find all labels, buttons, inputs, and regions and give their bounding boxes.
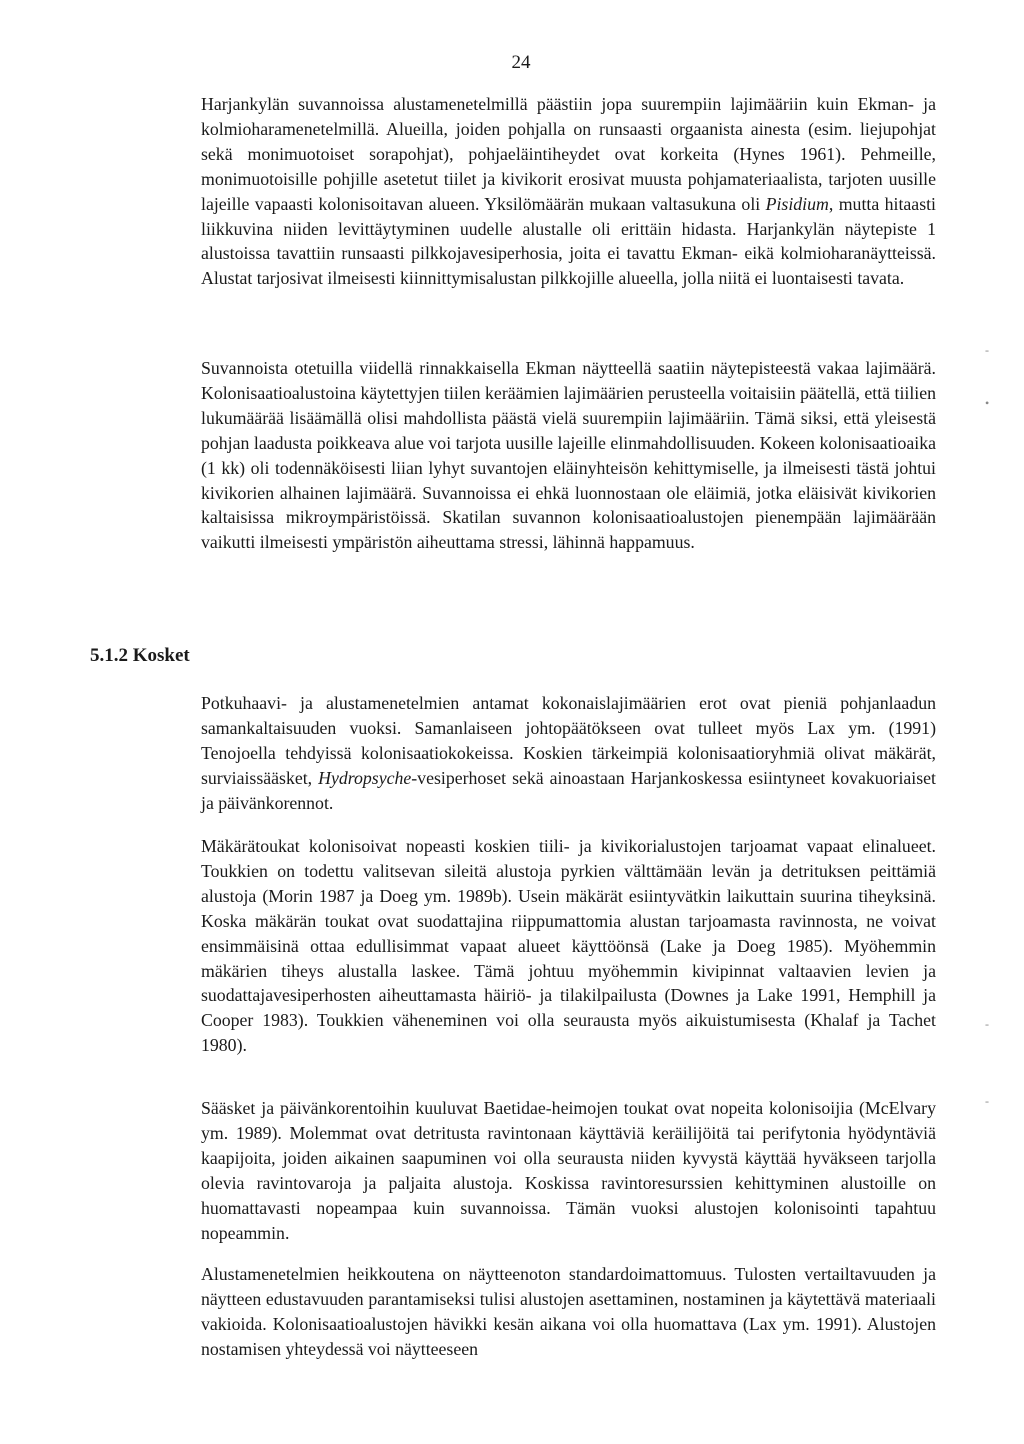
paragraph-4 <box>201 834 936 1058</box>
paragraph-4-text: Mäkärätoukat kolonisoivat nopeasti koskien tiili- ja kivikorialustojen tarjoamat vapaat elinalueet. Toukkien on todettu valitsevan sileitä alustoja pyrkien välttämään levän ja detrituksen peittämiä alustoja (Morin 1987 ja Doeg ym. 1989b). Usein mäkärät esiintyvätkin laikuttain suurina tiheyksinä. Koska mäkärän toukat ovat suodattajina riippumattomia alustan tarjoamasta ravinnosta, ne voivat ensimmäisinä ottaa edullisimmat vapaat alueet käyttöönsä (Lake ja Doeg 1985). Myöhemmin mäkärien tiheys alustalla laskee. Tämä johtuu myöhemmin kivipinnat valtaavien levien ja suodattajavesiperhosten aiheuttamasta häiriö- ja tilakilpailusta (Downes ja Lake 1991, Hemphill ja Cooper 1983). Toukkien väheneminen voi olla seurausta myös aikuistumisesta (Khalaf ja Tachet 1980). <box>201 836 936 1056</box>
paragraph-3-text-b: -vesiperhoset sekä ainoastaan Harjankoskessa esiintyneet kovakuoriaiset ja päivänkorennot. <box>201 767 936 813</box>
paragraph-5-text: Sääsket ja päivänkorentoihin kuuluvat Baetidae-heimojen toukat ovat nopeita kolonisoijia (McElvary ym. 1989). Molemmat ovat detritusta ravintonaan käyttäviä keräilijöitä tai perifytonia hyödyntäviä kaapijoita, joiden aikainen saapuminen voi olla seurausta niiden kyvystä käyttää hyväkseen tarjolla olevia ravintovaroja ja paljaita alustoja. Koskissa ravintoresurssien kehittyminen alustoille on huomattavasti nopeampaa kuin suvannoissa. Tämän vuoksi alustojen kolonisointi tapahtuu nopeammin. <box>201 1098 936 1243</box>
paragraph-2 <box>201 356 936 555</box>
paragraph-2-text: Suvannoista otetuilla viidellä rinnakkaisella Ekman näytteellä saatiin näytepisteestä vakaa lajimäärä. Kolonisaatioalustoina käytettyjen tiilen keräämien lajimäärien perusteella voitaisiin päätellä, että tiilien lukumäärää lisäämällä olisi mahdollista päästä vielä suurempiin lajimääriin. Tämä siksi, että yleisestä pohjan laadusta poikkeava alue voi tarjota uusille lajeille elinmahdollisuuden. Kokeen kolonisaatioaika (1 kk) oli todennäköisesti liian lyhyt suvantojen eläinyhteisön kehittymiselle, ja ilmeisesti tästä johtui kivikorien alhainen lajimäärä. Suvannoissa ei ehkä luonnostaan ole eläimiä, jotka eläisivät kivikorien kaltaisissa mikroympäristöissä. Skatilan suvannon kolonisaatioalustojen pienempään lajimäärään vaikutti ilmeisesti ympäristön aiheuttama stressi, lähinnä happamuus. <box>201 358 936 553</box>
scan-speck: - <box>985 1017 989 1031</box>
scan-speck: - <box>985 1094 989 1108</box>
paragraph-3 <box>201 691 936 816</box>
paragraph-1-text-b: , mutta hitaasti liikkuvina niiden levittäytyminen uudelle alustalle oli erittäin hidasta. Harjankylän näytepiste 1 alustoissa tavattiin runsaasti pilkkojavesiperhosia, joita ei tavattu Ekman- eikä kolmioharanäytteissä. Alustat tarjosivat ilmeisesti kiinnittymisalustan pilkkojille alueella, jolla niitä ei luontaisesti tavata. <box>201 193 936 289</box>
scan-speck: - <box>985 343 989 357</box>
scan-speck: • <box>985 396 990 410</box>
paragraph-5 <box>201 1096 936 1245</box>
paragraph-6 <box>201 1262 936 1362</box>
paragraph-3-italic-genus: Hydropsyche <box>318 767 412 788</box>
page-number: 24 <box>511 52 531 73</box>
paragraph-3-text-a: Potkuhaavi- ja alustamenetelmien antamat kokonaislajimäärien erot ovat pieniä pohjanlaadun samankaltaisuuden vuoksi. Samanlaiseen johtopäätökseen ovat tulleet myös Lax ym. (1991) Tenojoella tehdyissä kolonisaatiokokeissa. Koskien tärkeimpiä kolonisaatioryhmiä olivat mäkärät, surviaissääsket, <box>201 693 936 788</box>
paragraph-1-text-a: Harjankylän suvannoissa alustamenetelmillä päästiin jopa suurempiin lajimääriin kuin Ekman- ja kolmioharamenetelmillä. Alueilla, joiden pohjalla on runsaasti orgaanista ainesta (esim. liejupohjat sekä monimuotoiset sorapohjat), pohjaeläintiheydet ovat korkeita (Hynes 1961). Pehmeille, monimuotoisille pohjille asetetut tiilet ja kivikorit erosivat muusta pohjamateriaalista, tarjoten uusille lajeille vapaasti kolonisoitavan alueen. Yksilömäärän mukaan valtasukuna oli <box>201 94 936 214</box>
paragraph-1-italic-genus: Pisidium <box>765 193 829 214</box>
paragraph-6-text: Alustamenetelmien heikkoutena on näytteenoton standardoimattomuus. Tulosten vertailtavuuden ja näytteen edustavuuden parantamiseksi tulisi alustojen asettaminen, nostaminen ja käytettävä materiaali vakioida. Kolonisaatioalustojen hävikki kesän aikana voi olla huomattava (Lax ym. 1991). Alustojen nostamisen yhteydessä voi näytteeseen <box>201 1264 936 1359</box>
paragraph-1 <box>201 92 936 291</box>
section-heading: 5.1.2 Kosket <box>90 645 190 666</box>
